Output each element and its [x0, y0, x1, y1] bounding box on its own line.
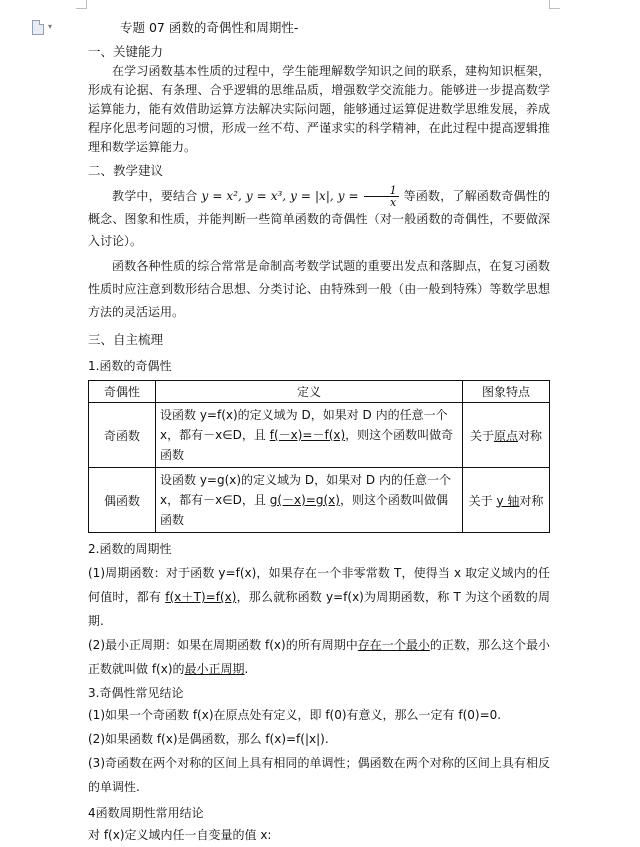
- periodic-def-paragraph: (1)周期函数：对于函数 y=f(x)，如果存在一个非零常数 T，使得当 x 取定义域内的任何值时，都有 f(x＋T)=f(x)，那么就称函数 y=f(x)为周期函数，称 T 为这个函数的周期.: [88, 566, 550, 628]
- page-corner-mark-left-v: [86, 0, 87, 9]
- s2-math-functions: y = x², y = x³, y = |x|, y =: [201, 189, 359, 203]
- section-heading-3: 三、自主梳理: [88, 332, 164, 347]
- s2-pre-text: 教学中，要结合: [112, 189, 198, 203]
- dropdown-arrow-icon[interactable]: ▾: [48, 22, 53, 31]
- doc-title: 专题 07 函数的奇偶性和周期性-: [120, 20, 299, 35]
- section-heading-1: 一、关键能力: [88, 44, 164, 59]
- section-2-paragraph-1: [88, 185, 550, 252]
- conclusion-3: (3)奇函数在两个对称的区间上具有相同的单调性；偶函数在两个对称的区间上具有相反的单调性.: [88, 756, 550, 794]
- even-graph: 关于 y 轴对称: [463, 468, 550, 533]
- document-icon[interactable]: [32, 20, 44, 35]
- table-row-even: [89, 468, 550, 533]
- odd-label: 奇函数: [89, 403, 156, 468]
- subheading-parity-conclusions: 3.奇偶性常见结论: [88, 686, 184, 700]
- section-heading-2: 二、教学建议: [88, 163, 164, 178]
- subheading-periodicity-conclusions: 4函数周期性常用结论: [88, 806, 204, 820]
- page-corner-mark-left-h: [76, 8, 86, 9]
- odd-definition: 设函数 y=f(x)的定义域为 D，如果对 D 内的任意一个 x，都有－x∈D，且 f(－x)=－f(x)，则这个函数叫做奇函数: [156, 403, 463, 468]
- even-label: 偶函数: [89, 468, 156, 533]
- th-parity: 奇偶性: [89, 381, 156, 403]
- conclusion-2: (2)如果函数 f(x)是偶函数，那么 f(x)=f(|x|).: [88, 732, 329, 746]
- s2-post-text: 等函数，了解函数奇偶性的概念、图象和性质，并能判断一些简单函数的奇偶性（对一般函数的奇偶性，不要做深入讨论）。: [88, 189, 550, 248]
- table-header-row: [89, 381, 550, 403]
- section-1-paragraph: 在学习函数基本性质的过程中，学生能理解数学知识之间的联系，建构知识框架，形成有论据、有条理、合乎逻辑的思维品质，增强数学交流能力。能够进一步提高数学运算能力，能有效借助运算方法解决实际问题，能够通过运算促进数学思维发展，养成程序化思考问题的习惯，形成一丝不苟、严谨求实的科学精神，在此过程中提高逻辑推理和数学运算能力。: [88, 64, 550, 154]
- section-2-paragraph-2: 函数各种性质的综合常常是命制高考数学试题的重要出发点和落脚点，在复习函数性质时应注意到数形结合思想、分类讨论、由特殊到一般（由一般到特殊）等数学思想方法的灵活运用。: [88, 259, 550, 319]
- document-body: [88, 18, 550, 847]
- min-period-paragraph: (2)最小正周期：如果在周期函数 f(x)的所有周期中存在一个最小的正数，那么这个最小正数就叫做 f(x)的最小正周期.: [88, 638, 550, 676]
- parity-table: [88, 380, 550, 533]
- th-graph: 图象特点: [463, 381, 550, 403]
- periodicity-intro: 对 f(x)定义域内任一自变量的值 x:: [88, 828, 272, 842]
- even-condition: g(－x)=g(x): [269, 493, 340, 507]
- odd-graph: 关于原点对称: [463, 403, 550, 468]
- th-definition: 定义: [156, 381, 463, 403]
- fraction-1-over-x: $\frac{1}{x}$: [364, 185, 399, 208]
- page-corner-mark-right-h: [550, 8, 560, 9]
- odd-condition: f(－x)=－f(x): [269, 428, 346, 442]
- subheading-parity: 1.函数的奇偶性: [88, 359, 172, 373]
- even-definition: 设函数 y=g(x)的定义域为 D，如果对 D 内的任意一个 x，都有－x∈D，且 g(－x)=g(x)，则这个函数叫做偶函数: [156, 468, 463, 533]
- table-row-odd: [89, 403, 550, 468]
- page-corner-mark-right-v: [549, 0, 550, 9]
- subheading-periodicity: 2.函数的周期性: [88, 542, 172, 556]
- conclusion-1: (1)如果一个奇函数 f(x)在原点处有定义，即 f(0)有意义，那么一定有 f(0)=0.: [88, 708, 502, 722]
